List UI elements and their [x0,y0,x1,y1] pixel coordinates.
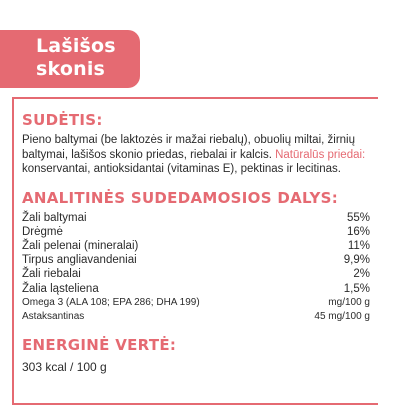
flavor-tab [0,30,140,88]
analytics-row-name: Žali pelenai (mineralai) [22,239,139,252]
table-row [22,239,370,253]
table-row [22,296,370,310]
analytics-row-value: 55% [346,211,370,224]
analytics-row-name: Žali baltymai [22,211,87,224]
flavor-title-line2: skonis [36,58,106,80]
analytics-row-value: 11% [347,239,370,252]
additives-list: konservantai, antioksidantai (vitaminas E), pektinas ir lecitinas. [22,163,341,175]
nutrition-panel [12,97,378,405]
nutrition-panel-content [22,111,374,374]
analytics-title: ANALITINĖS SUDEDAMOSIOS DALYS: [22,188,339,207]
table-row [22,267,370,281]
additives-label: Natūralūs priedai: [275,148,366,161]
analytics-row-value: 1,5% [343,282,370,295]
analytics-row-name: Astaksantinas [22,310,85,322]
table-row [22,310,370,324]
flavor-title-line1: Lašišos [36,35,116,57]
energy-value: 303 kcal / 100 g [22,360,107,375]
analytics-table [22,211,370,325]
table-row [22,211,370,225]
analytics-row-value: 45 mg/100 g [314,310,370,322]
table-row [22,282,370,296]
table-row [22,253,370,267]
analytics-row-name: Drėgmė [22,225,63,238]
composition-text [22,133,374,177]
analytics-row-value: mg/100 g [328,296,370,308]
analytics-row-name: Tirpus angliavandeniai [22,254,137,267]
energy-title: ENERGINĖ VERTĖ: [22,336,177,355]
composition-title: SUDĖTIS: [22,111,103,129]
analytics-row-name: Omega 3 (ALA 108; EPA 286; DHA 199) [22,296,200,308]
analytics-row-name: Žalia ląsteliena [22,282,99,295]
analytics-row-value: 16% [346,225,370,238]
table-row [22,225,370,239]
ingredients-list: Pieno baltymai (be laktozės ir mažai riebalų), obuolių miltai, žirnių baltymai, lašišos skonio priedas, riebalai ir kalcis. [22,134,356,161]
analytics-row-name: Žali riebalai [22,268,81,281]
analytics-row-value: 2% [353,268,370,281]
analytics-row-value: 9,9% [343,254,370,267]
